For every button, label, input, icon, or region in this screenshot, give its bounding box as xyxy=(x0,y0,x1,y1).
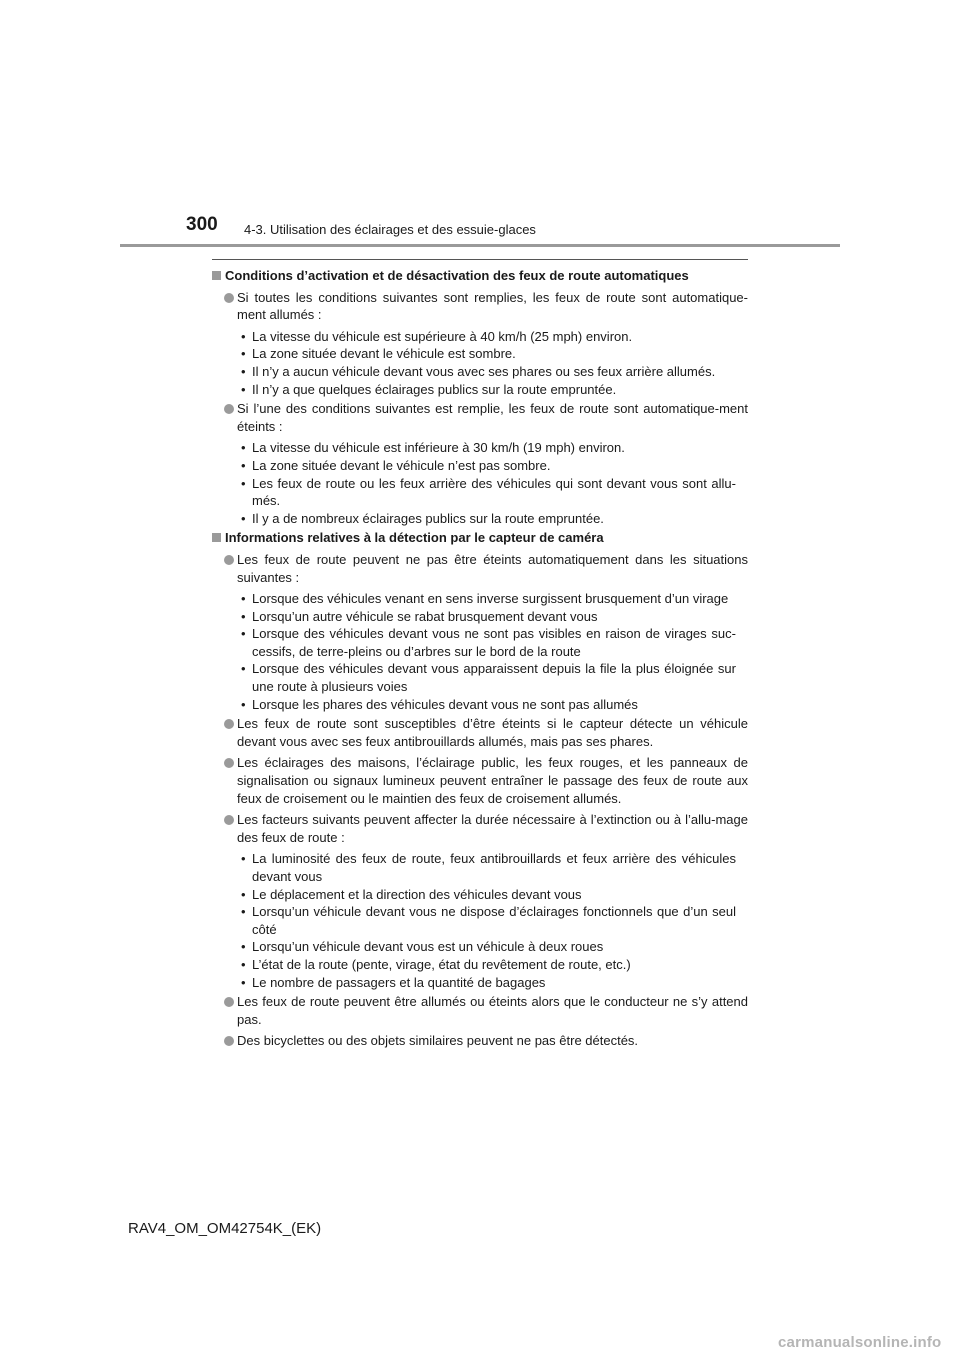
watermark: carmanualsonline.info xyxy=(778,1334,942,1351)
list-item: • La luminosité des feux de route, feux antibrouillards et feux arrière des véhicules devant vous xyxy=(241,851,736,884)
list-item: • La vitesse du véhicule est supérieure à 40 km/h (25 mph) environ. xyxy=(241,328,633,344)
list-item: • Lorsqu’un véhicule devant vous ne dispose d’éclairages fonctionnels que d’un seul côté xyxy=(241,904,736,937)
bullet-icon: • xyxy=(241,510,246,526)
circle-bullet-icon xyxy=(224,1036,234,1046)
paragraph-text: Si l’une des conditions suivantes est remplie, les feux de route sont automatique-ment éteints : xyxy=(237,401,748,434)
bullet-icon: • xyxy=(241,851,246,867)
page-content xyxy=(212,267,748,1054)
section-heading-text: Conditions d’activation et de désactivation des feux de route automatiques xyxy=(225,268,689,283)
bullet-icon: • xyxy=(241,974,246,990)
circle-bullet-icon xyxy=(224,404,234,414)
bullet-icon: • xyxy=(241,346,246,362)
paragraph xyxy=(212,811,748,846)
section-heading xyxy=(212,529,748,547)
list-item: • Il n’y a que quelques éclairages publics sur la route empruntée. xyxy=(241,381,617,397)
paragraph-text: Si toutes les conditions suivantes sont remplies, les feux de route sont automatique-ment allumés : xyxy=(237,289,748,323)
paragraph xyxy=(212,551,748,586)
paragraph xyxy=(212,754,748,807)
bullet-icon: • xyxy=(241,440,246,456)
bullet-icon: • xyxy=(241,661,246,677)
list-item: • La vitesse du véhicule est inférieure à 30 km/h (19 mph) environ. xyxy=(241,440,625,456)
bullet-icon: • xyxy=(241,608,246,624)
list-item: • Le nombre de passagers et la quantité de bagages xyxy=(241,974,546,990)
bullet-icon: • xyxy=(241,886,246,902)
bullet-icon: • xyxy=(241,696,246,712)
header-divider xyxy=(120,244,840,247)
bullet-icon: • xyxy=(241,626,246,642)
bullet-icon: • xyxy=(241,363,246,379)
section-heading-text: Informations relatives à la détection par le capteur de caméra xyxy=(225,530,604,546)
list-item: • Il y a de nombreux éclairages publics sur la route empruntée. xyxy=(241,510,604,526)
document-code: RAV4_OM_OM42754K_(EK) xyxy=(128,1220,322,1237)
circle-bullet-icon xyxy=(224,555,234,565)
paragraph-text: Les facteurs suivants peuvent affecter la durée nécessaire à l’extinction ou à l’allu-mage des feux de route : xyxy=(237,812,748,845)
bullet-icon: • xyxy=(241,328,246,344)
paragraph-text: Les feux de route peuvent être allumés ou éteints alors que le conducteur ne s’y attend pas. xyxy=(237,994,748,1027)
list-item: • Lorsqu’un véhicule devant vous est un véhicule à deux roues xyxy=(241,939,604,955)
paragraph xyxy=(212,715,748,750)
list-item: • Les feux de route ou les feux arrière des véhicules qui sont devant vous sont allu-més. xyxy=(241,475,736,509)
list-item: • La zone située devant le véhicule n’est pas sombre. xyxy=(241,457,551,473)
paragraph-text: Les feux de route peuvent ne pas être éteints automatiquement dans les situations suivantes : xyxy=(237,551,748,585)
bullet-icon: • xyxy=(241,956,246,972)
list-item: • Il n’y a aucun véhicule devant vous avec ses phares ou ses feux arrière allumés. xyxy=(241,363,716,379)
bullet-list xyxy=(212,590,748,713)
bullet-icon: • xyxy=(241,381,246,397)
list-item: • L’état de la route (pente, virage, état du revêtement de route, etc.) xyxy=(241,956,631,972)
circle-bullet-icon xyxy=(224,293,234,303)
list-item: • Lorsque des véhicules devant vous ne sont pas visibles en raison de virages suc-cessifs, de terre-pleins ou d’arbres sur le bord de la route xyxy=(241,626,736,659)
square-marker-icon xyxy=(212,533,221,542)
section-title: 4-3. Utilisation des éclairages et des essuie-glaces xyxy=(244,222,536,237)
paragraph-text: Les feux de route sont susceptibles d’être éteints si le capteur détecte un véhicule devant vous avec ses feux antibrouillards allumés, mais pas ses phares. xyxy=(237,716,748,749)
list-item: • Le déplacement et la direction des véhicules devant vous xyxy=(241,886,582,902)
list-item: • Lorsque les phares des véhicules devant vous ne sont pas allumés xyxy=(241,696,638,712)
content-divider xyxy=(212,259,748,260)
bullet-icon: • xyxy=(241,457,246,473)
list-item: • Lorsque des véhicules venant en sens inverse surgissent brusquement d’un virage xyxy=(241,591,729,607)
paragraph xyxy=(212,289,748,324)
bullet-icon: • xyxy=(241,904,246,920)
list-item: • La zone située devant le véhicule est sombre. xyxy=(241,346,516,362)
circle-bullet-icon xyxy=(224,997,234,1007)
circle-bullet-icon xyxy=(224,815,234,825)
square-marker-icon xyxy=(212,271,221,280)
bullet-icon: • xyxy=(241,939,246,955)
circle-bullet-icon xyxy=(224,758,234,768)
bullet-list xyxy=(212,439,748,527)
page-number: 300 xyxy=(186,214,218,235)
bullet-list xyxy=(212,850,748,991)
circle-bullet-icon xyxy=(224,719,234,729)
paragraph xyxy=(212,993,748,1028)
paragraph xyxy=(212,1032,748,1050)
paragraph-text: Les éclairages des maisons, l’éclairage public, les feux rouges, et les panneaux de signalisation ou signaux lumineux peuvent entraîner le passage des feux de route aux feux de croisement ou le maintien des feux de croisement allumés. xyxy=(237,755,748,806)
bullet-icon: • xyxy=(241,475,246,491)
bullet-list xyxy=(212,328,748,398)
bullet-icon: • xyxy=(241,591,246,607)
list-item: • Lorsque des véhicules devant vous apparaissent depuis la file la plus éloignée sur une route à plusieurs voies xyxy=(241,661,736,695)
paragraph-text: Des bicyclettes ou des objets similaires peuvent ne pas être détectés. xyxy=(237,1033,639,1049)
paragraph xyxy=(212,400,748,435)
section-heading xyxy=(212,267,748,285)
list-item: • Lorsqu’un autre véhicule se rabat brusquement devant vous xyxy=(241,608,598,624)
